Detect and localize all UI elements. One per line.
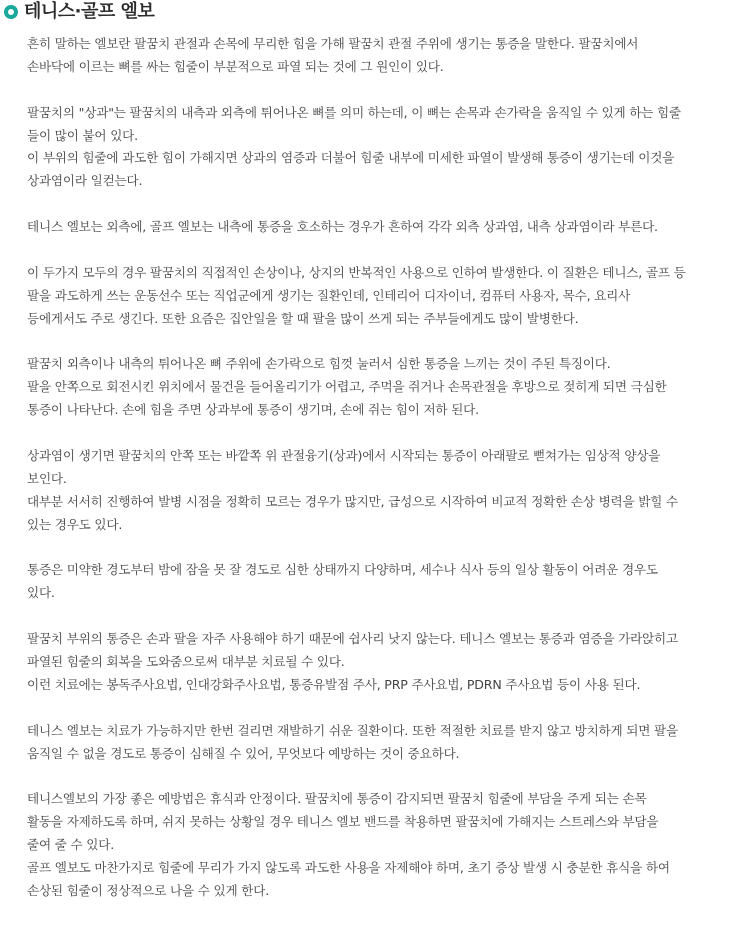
paragraph (27, 353, 750, 422)
text-line: 팔꿈치 부위의 통증은 손과 팔을 자주 사용해야 하기 때문에 쉽사리 낫지 않는다. 테니스 엘보는 통증과 염증을 가라앉히고 (27, 631, 678, 647)
text-line: 손상된 힘줄이 정상적으로 나을 수 있게 한다. (27, 882, 270, 898)
text-line: 통증은 미약한 경도부터 밤에 잠을 못 잘 경도로 심한 상태까지 다양하며, 세수나 식사 등의 일상 활동이 어려운 경우도 (27, 562, 658, 578)
section-title: 테니스·골프 엘보 (24, 1, 155, 22)
text-line: 대부분 서서히 진행하여 발병 시점을 정확히 모르는 경우가 많지만, 급성으로 시작하여 비교적 정확한 손상 병력을 밝힐 수 (27, 493, 678, 509)
paragraph (27, 788, 750, 902)
text-line: 테니스엘보의 가장 좋은 예방법은 휴식과 안정이다. 팔꿈치에 통증이 감지되면 팔꿈치 힘줄에 부담을 주게 되는 손목 (27, 791, 647, 807)
section-header (4, 0, 154, 24)
text-line: 등에게서도 주로 생긴다. 또한 요즘은 집안일을 할 때 팔을 많이 쓰게 되는 주부들에게도 많이 발병한다. (27, 310, 579, 326)
text-line: 상과염이 생기면 팔꿈치의 안쪽 또는 바깥쪽 위 관절융기(상과)에서 시작되는 통증이 아래팔로 뻗쳐가는 임상적 양상을 (27, 448, 661, 464)
paragraph (27, 216, 750, 239)
text-line: 손바닥에 이르는 뼈를 싸는 힘줄이 부분적으로 파열 되는 것에 그 원인이 있다. (27, 58, 444, 74)
article-body (27, 33, 750, 926)
circle-bullet-icon (4, 5, 18, 19)
text-line: 통증이 나타난다. 손에 힘을 주면 상과부에 통증이 생기며, 손에 쥐는 힘이 저하 된다. (27, 402, 479, 418)
text-line: 테니스 엘보는 치료가 가능하지만 한번 걸리면 재발하기 쉬운 질환이다. 또한 적절한 치료를 받지 않고 방치하게 되면 팔을 (27, 722, 678, 738)
text-line: 골프 엘보도 마찬가지로 힘줄에 무리가 가지 않도록 과도한 사용을 자제해야 하며, 초기 증상 발생 시 충분한 휴식을 하여 (27, 860, 670, 876)
paragraph (27, 720, 750, 766)
text-line: 보인다. (27, 470, 67, 486)
text-line: 줄여 줄 수 있다. (27, 837, 115, 853)
text-line: 팔꿈치 외측이나 내측의 튀어나온 뼈 주위에 손가락으로 힘껏 눌러서 심한 통증을 느끼는 것이 주된 특징이다. (27, 356, 611, 372)
paragraph (27, 445, 750, 537)
paragraph (27, 262, 750, 331)
text-line: 있는 경우도 있다. (27, 516, 123, 532)
paragraph (27, 559, 750, 605)
paragraph (27, 102, 750, 194)
text-line: 테니스 엘보는 외측에, 골프 엘보는 내측에 통증을 호소하는 경우가 흔하여 각각 외측 상과염, 내측 상과염이라 부른다. (27, 219, 658, 235)
text-line: 팔꿈치의 "상과"는 팔꿈치의 내측과 외측에 튀어나온 뼈를 의미 하는데, 이 뼈는 손목과 손가락을 움직일 수 있게 하는 힘줄 (27, 104, 681, 120)
text-line: 이 두가지 모두의 경우 팔꿈치의 직접적인 손상이나, 상지의 반복적인 사용으로 인하여 발생한다. 이 질환은 테니스, 골프 등 (27, 264, 686, 280)
text-line: 팔을 안쪽으로 회전시킨 위치에서 물건을 들어올리기가 어렵고, 주먹을 쥐거나 손목관절을 후방으로 젖히게 되면 극심한 (27, 379, 667, 395)
text-line: 팔을 과도하게 쓰는 운동선수 또는 직업군에게 생기는 질환인데, 인테리어 디자이너, 컴퓨터 사용자, 목수, 요리사 (27, 287, 631, 303)
text-line: 흔히 말하는 엘보란 팔꿈치 관절과 손목에 무리한 힘을 가해 팔꿈치 관절 주위에 생기는 통증을 말한다. 팔꿈치에서 (27, 36, 639, 51)
text-line: 이런 치료에는 봉독주사요법, 인대강화주사요법, 통증유발점 주사, PRP 주사요법, PDRN 주사요법 등이 사용 된다. (27, 676, 641, 692)
text-line: 상과염이라 일컫는다. (27, 173, 143, 189)
paragraph (27, 628, 750, 697)
text-line: 파열된 힘줄의 회복을 도와줌으로써 대부분 치료될 수 있다. (27, 654, 345, 670)
paragraph (27, 33, 750, 79)
text-line: 활동을 자제하도록 하며, 쉬지 못하는 상황일 경우 테니스 엘보 밴드를 착용하면 팔꿈치에 가해지는 스트레스와 부담을 (27, 814, 659, 830)
text-line: 들이 많이 붙어 있다. (27, 127, 138, 143)
text-line: 움직일 수 없을 경도로 통증이 심해질 수 있어, 무엇보다 예방하는 것이 중요하다. (27, 745, 460, 761)
text-line: 이 부위의 힘줄에 과도한 힘이 가해지면 상과의 염증과 더불어 힘줄 내부에 미세한 파열이 발생해 통증이 생기는데 이것을 (27, 150, 675, 166)
text-line: 있다. (27, 585, 55, 601)
